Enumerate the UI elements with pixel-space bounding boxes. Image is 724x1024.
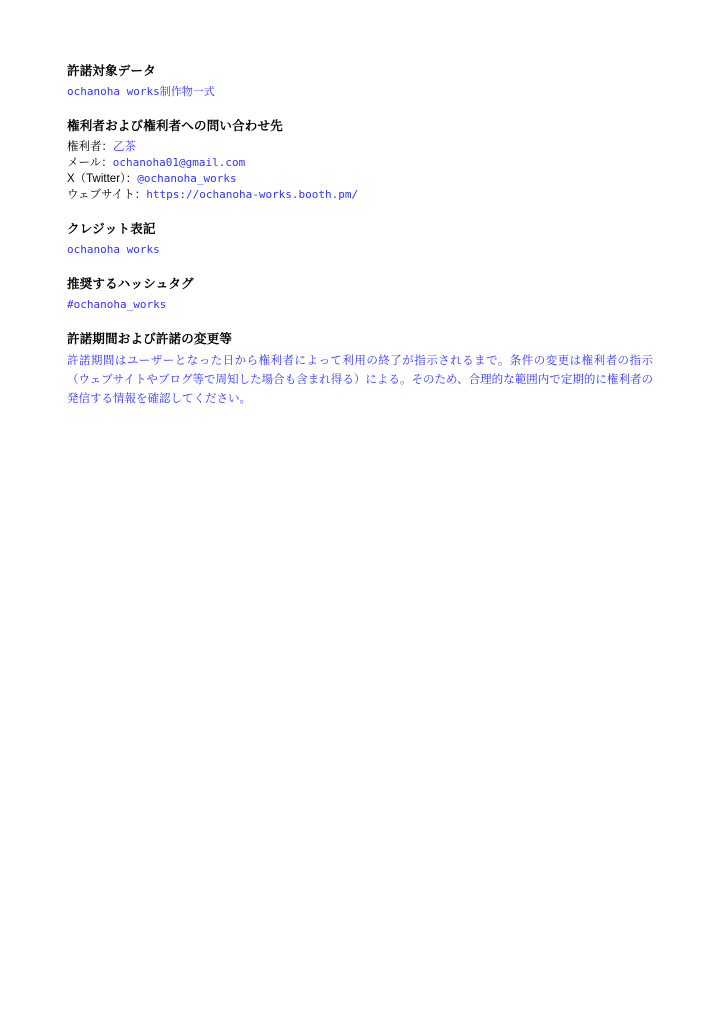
section-hashtag bbox=[67, 276, 657, 313]
document-content bbox=[67, 63, 657, 409]
mail-label: メール： bbox=[67, 157, 113, 169]
rights-holder-row bbox=[67, 139, 657, 155]
rights-holder-label: 権利者： bbox=[67, 141, 113, 153]
x-account-label: X（Twitter）： bbox=[67, 173, 138, 185]
section-rights-holder bbox=[67, 118, 657, 203]
rights-holder-value: 乙茶 bbox=[113, 141, 136, 153]
section-licensed-data bbox=[67, 63, 657, 100]
section-heading-license-period: 許諾期間および許諾の変更等 bbox=[67, 332, 233, 346]
section-heading-credit: クレジット表記 bbox=[67, 222, 156, 236]
mail-value[interactable]: ochanoha01@gmail.com bbox=[112, 156, 246, 169]
license-period-paragraph: 許諾期間はユーザーとなった日から権利者によって利用の終了が指示されるまで。条件の変更は権利者の指示（ウェブサイトやブログ等で周知した場合も含まれ得る）による。そのため、合理的な範囲内で定期的に権利者の発信する情報を確認してください。 bbox=[67, 355, 653, 405]
section-license-period bbox=[67, 331, 657, 409]
licensed-data-value: ochanoha works制作物一式 bbox=[67, 85, 215, 98]
section-heading-rights-holder: 権利者および権利者への問い合わせ先 bbox=[67, 119, 283, 133]
mail-row bbox=[67, 155, 657, 171]
section-heading-licensed-data: 許諾対象データ bbox=[67, 64, 156, 78]
website-row bbox=[67, 187, 657, 203]
website-label: ウェブサイト： bbox=[67, 189, 147, 201]
x-account-value[interactable]: @ochanoha_works bbox=[137, 172, 237, 185]
hashtag-value: #ochanoha_works bbox=[67, 298, 167, 311]
section-credit bbox=[67, 221, 657, 258]
credit-value: ochanoha works bbox=[67, 243, 160, 256]
section-heading-hashtag: 推奨するハッシュタグ bbox=[67, 277, 194, 291]
website-value[interactable]: https://ochanoha-works.booth.pm/ bbox=[146, 188, 359, 201]
x-account-row bbox=[67, 171, 657, 187]
